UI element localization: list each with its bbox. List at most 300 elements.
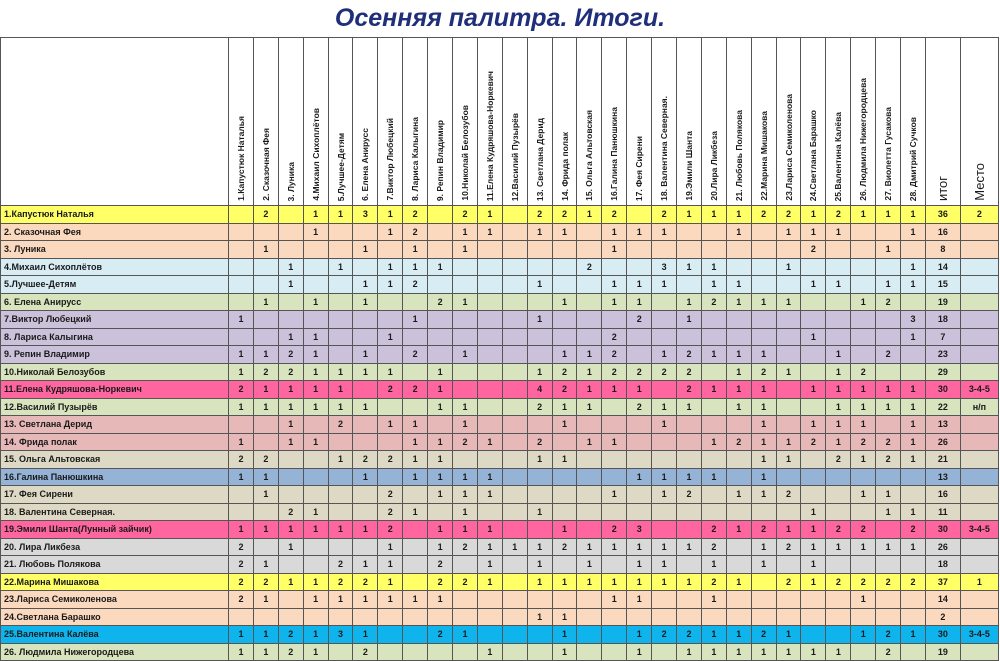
total-cell: 18 [925,556,960,574]
score-cell: 1 [701,556,726,574]
score-cell: 2 [901,521,926,539]
score-cell: 1 [253,398,278,416]
column-header-label: 23.Лариса Семиколенова [783,94,794,201]
score-cell [577,293,602,311]
table-row [1,311,999,329]
score-cell: 1 [577,573,602,591]
score-cell [278,311,303,329]
score-cell: 1 [527,538,552,556]
table-row [1,451,999,469]
score-cell: 2 [602,521,627,539]
score-cell [502,363,527,381]
score-cell [328,293,353,311]
score-cell: 1 [303,398,328,416]
score-cell: 1 [453,521,478,539]
participant-name: 4.Михаил Сихоплётов [1,258,229,276]
score-cell: 1 [453,626,478,644]
score-cell [876,591,901,609]
score-cell [403,398,428,416]
score-cell: 1 [278,276,303,294]
column-header [378,38,403,206]
score-cell [353,538,378,556]
place-cell [960,486,998,504]
score-cell [453,608,478,626]
score-cell: 1 [901,223,926,241]
score-cell: 1 [726,363,751,381]
participant-name: 12.Василий Пузырёв [1,398,229,416]
score-cell [552,258,577,276]
table-row [1,503,999,521]
score-cell: 1 [328,363,353,381]
score-cell: 1 [751,398,776,416]
score-cell [303,276,328,294]
score-cell [229,416,254,434]
score-cell: 2 [876,626,901,644]
score-cell: 1 [378,573,403,591]
total-cell: 36 [925,206,960,224]
score-cell: 1 [826,276,851,294]
score-cell [303,416,328,434]
column-header-label: 19.Эмили Шанта [683,131,694,201]
score-cell [602,311,627,329]
score-cell [328,223,353,241]
score-cell [278,293,303,311]
sheet-title: Осенняя палитра. Итоги. [334,4,666,32]
score-cell: 1 [353,591,378,609]
score-cell [278,556,303,574]
score-cell: 2 [826,521,851,539]
score-cell [677,433,702,451]
score-cell: 2 [428,556,453,574]
score-cell [751,591,776,609]
score-cell: 2 [278,643,303,661]
total-header-label: итог [935,175,951,201]
score-cell [303,608,328,626]
score-cell: 1 [552,643,577,661]
score-cell [453,643,478,661]
score-cell [502,276,527,294]
score-cell: 1 [577,346,602,364]
score-cell [801,468,826,486]
column-header-label: 17. Фея Сирени [634,135,645,201]
score-cell [552,276,577,294]
score-cell: 1 [701,468,726,486]
score-cell: 2 [328,573,353,591]
score-cell: 1 [353,276,378,294]
score-cell [477,258,502,276]
score-cell [627,328,652,346]
score-cell: 1 [303,328,328,346]
score-cell [652,293,677,311]
score-cell: 1 [751,468,776,486]
score-cell: 1 [453,503,478,521]
score-cell: 2 [428,293,453,311]
score-cell: 1 [652,276,677,294]
score-cell: 2 [403,381,428,399]
column-header-label: 16.Галина Панюшкина [609,107,620,201]
column-header [751,38,776,206]
score-cell: 1 [577,363,602,381]
score-cell: 2 [876,451,901,469]
place-cell: 3-4-5 [960,521,998,539]
score-cell [552,328,577,346]
score-cell [627,416,652,434]
score-cell [527,521,552,539]
score-cell: 1 [229,346,254,364]
score-cell: 1 [552,521,577,539]
score-cell [577,276,602,294]
score-cell [477,293,502,311]
table-row [1,486,999,504]
score-cell [776,591,801,609]
score-cell: 1 [602,486,627,504]
score-cell [577,416,602,434]
participant-name: 20. Лира Ликбеза [1,538,229,556]
participant-name: 18. Валентина Северная. [1,503,229,521]
score-cell: 1 [751,381,776,399]
score-cell [303,468,328,486]
score-cell: 1 [577,398,602,416]
score-cell [502,328,527,346]
score-cell: 1 [552,416,577,434]
column-header-label: 10.Николай Белозубов [459,105,470,201]
score-cell: 1 [477,486,502,504]
place-cell [960,328,998,346]
score-cell [552,241,577,259]
score-cell: 1 [677,293,702,311]
score-cell [602,643,627,661]
score-cell [527,293,552,311]
score-cell [801,451,826,469]
score-cell [378,398,403,416]
score-cell [726,591,751,609]
score-cell: 2 [901,573,926,591]
score-cell: 1 [876,241,901,259]
score-cell [253,311,278,329]
place-header [960,38,998,206]
total-cell: 13 [925,468,960,486]
score-cell: 1 [776,451,801,469]
participant-name: 19.Эмили Шанта(Лунный зайчик) [1,521,229,539]
score-cell: 2 [278,363,303,381]
score-cell: 1 [527,503,552,521]
score-cell [378,608,403,626]
score-cell: 1 [876,398,901,416]
score-cell: 1 [403,241,428,259]
score-cell [502,416,527,434]
score-cell: 4 [527,381,552,399]
score-cell: 1 [428,258,453,276]
score-cell [652,608,677,626]
score-cell [229,241,254,259]
score-cell: 1 [801,206,826,224]
place-cell [960,591,998,609]
score-cell [876,468,901,486]
score-cell: 2 [876,293,901,311]
score-cell [826,626,851,644]
score-cell [627,608,652,626]
score-cell: 1 [701,258,726,276]
score-cell: 3 [901,311,926,329]
total-cell: 30 [925,381,960,399]
score-cell: 1 [552,398,577,416]
score-cell: 2 [801,433,826,451]
score-cell: 1 [776,521,801,539]
score-cell: 2 [229,538,254,556]
score-cell: 1 [253,556,278,574]
score-cell: 1 [527,451,552,469]
score-cell: 1 [527,573,552,591]
score-cell: 1 [602,538,627,556]
score-cell: 1 [253,468,278,486]
score-cell: 1 [378,276,403,294]
total-cell: 15 [925,276,960,294]
score-cell: 1 [851,451,876,469]
score-cell [328,346,353,364]
results-table [0,37,999,661]
score-cell [527,591,552,609]
score-cell: 1 [726,223,751,241]
column-header [701,38,726,206]
score-cell [776,346,801,364]
participant-name: 13. Светлана Дерид [1,416,229,434]
score-cell [253,223,278,241]
score-cell [253,276,278,294]
score-cell: 1 [477,538,502,556]
score-cell: 1 [303,293,328,311]
score-cell [851,468,876,486]
score-cell [801,346,826,364]
score-cell [303,556,328,574]
score-cell [826,328,851,346]
score-cell: 2 [353,573,378,591]
score-cell: 1 [751,556,776,574]
score-cell: 1 [901,416,926,434]
score-cell: 1 [577,206,602,224]
score-cell: 1 [403,433,428,451]
score-cell [453,328,478,346]
score-cell [378,468,403,486]
score-cell [826,591,851,609]
score-cell [303,538,328,556]
column-header [328,38,353,206]
score-cell: 2 [278,626,303,644]
score-cell [901,346,926,364]
score-cell: 1 [901,538,926,556]
score-cell [801,311,826,329]
score-cell [453,363,478,381]
score-cell: 1 [453,416,478,434]
score-cell [602,258,627,276]
score-cell [477,363,502,381]
score-cell [677,416,702,434]
score-cell [602,626,627,644]
score-cell [502,223,527,241]
score-cell [253,328,278,346]
score-cell [851,241,876,259]
score-cell [776,556,801,574]
score-cell [901,556,926,574]
score-cell: 2 [801,241,826,259]
total-cell: 19 [925,643,960,661]
score-cell [701,311,726,329]
score-cell [751,311,776,329]
score-cell [527,241,552,259]
score-cell [378,433,403,451]
score-cell: 1 [602,293,627,311]
score-cell: 2 [751,521,776,539]
column-header-label: 20.Лира Ликбеза [708,131,719,201]
score-cell: 1 [378,206,403,224]
score-cell: 1 [477,206,502,224]
score-cell [751,503,776,521]
score-cell: 2 [328,416,353,434]
table-row [1,363,999,381]
score-cell [378,241,403,259]
score-cell: 2 [552,363,577,381]
score-cell: 1 [826,381,851,399]
score-cell: 2 [652,363,677,381]
score-cell [403,538,428,556]
score-cell [453,556,478,574]
participant-name: 9. Репин Владимир [1,346,229,364]
score-cell [901,591,926,609]
total-header [925,38,960,206]
score-cell: 1 [428,538,453,556]
score-cell [477,416,502,434]
total-cell: 21 [925,451,960,469]
score-cell [353,608,378,626]
score-cell [353,486,378,504]
place-cell [960,311,998,329]
score-cell [502,556,527,574]
score-cell [502,468,527,486]
score-cell: 2 [278,346,303,364]
score-cell: 1 [851,486,876,504]
score-cell [328,468,353,486]
score-cell: 1 [353,521,378,539]
score-cell [403,556,428,574]
total-cell: 14 [925,591,960,609]
score-cell [627,451,652,469]
score-cell [477,381,502,399]
score-cell: 1 [851,538,876,556]
score-cell: 1 [826,363,851,381]
score-cell: 1 [552,608,577,626]
score-cell: 2 [253,573,278,591]
score-cell [677,591,702,609]
place-cell [960,416,998,434]
score-cell: 1 [253,643,278,661]
score-cell [229,486,254,504]
score-cell [701,451,726,469]
table-row [1,538,999,556]
score-cell: 1 [552,346,577,364]
score-cell [751,608,776,626]
column-header [278,38,303,206]
place-cell [960,241,998,259]
score-cell [776,468,801,486]
score-cell [876,223,901,241]
column-header [677,38,702,206]
score-cell [502,643,527,661]
score-cell [403,293,428,311]
score-cell [776,608,801,626]
score-cell: 1 [428,451,453,469]
total-cell: 26 [925,538,960,556]
table-row [1,573,999,591]
score-cell: 2 [776,486,801,504]
score-cell [652,311,677,329]
column-header [428,38,453,206]
score-cell: 2 [229,573,254,591]
score-cell [229,258,254,276]
score-cell: 1 [378,258,403,276]
score-cell: 1 [328,398,353,416]
score-cell [577,608,602,626]
score-cell: 2 [726,433,751,451]
participant-name: 3. Луника [1,241,229,259]
place-cell [960,538,998,556]
place-cell [960,556,998,574]
total-cell: 19 [925,293,960,311]
score-cell: 1 [701,626,726,644]
score-cell: 1 [477,573,502,591]
participant-name: 23.Лариса Семиколенова [1,591,229,609]
score-cell [652,433,677,451]
score-cell: 1 [278,521,303,539]
score-cell: 1 [627,573,652,591]
score-cell [527,626,552,644]
score-cell: 1 [851,416,876,434]
score-cell [502,433,527,451]
score-cell: 1 [652,573,677,591]
column-header [477,38,502,206]
score-cell: 2 [652,206,677,224]
total-cell: 26 [925,433,960,451]
column-header [577,38,602,206]
score-cell: 1 [901,433,926,451]
score-cell [751,258,776,276]
score-cell: 1 [851,626,876,644]
score-cell [577,503,602,521]
score-cell: 2 [701,521,726,539]
score-cell: 1 [677,398,702,416]
score-cell: 1 [229,521,254,539]
score-cell [677,521,702,539]
score-cell [652,643,677,661]
score-cell [328,503,353,521]
score-cell: 1 [428,363,453,381]
score-cell: 2 [229,591,254,609]
place-cell [960,608,998,626]
score-cell [477,626,502,644]
score-cell [428,346,453,364]
score-cell [328,486,353,504]
score-cell [477,346,502,364]
table-row [1,346,999,364]
score-cell: 1 [428,381,453,399]
participant-name: 6. Елена Анирусс [1,293,229,311]
score-cell [801,363,826,381]
score-cell: 1 [876,503,901,521]
total-cell: 16 [925,486,960,504]
score-cell [502,381,527,399]
score-cell: 2 [677,363,702,381]
score-cell: 1 [701,276,726,294]
score-cell [502,451,527,469]
score-cell: 2 [627,363,652,381]
